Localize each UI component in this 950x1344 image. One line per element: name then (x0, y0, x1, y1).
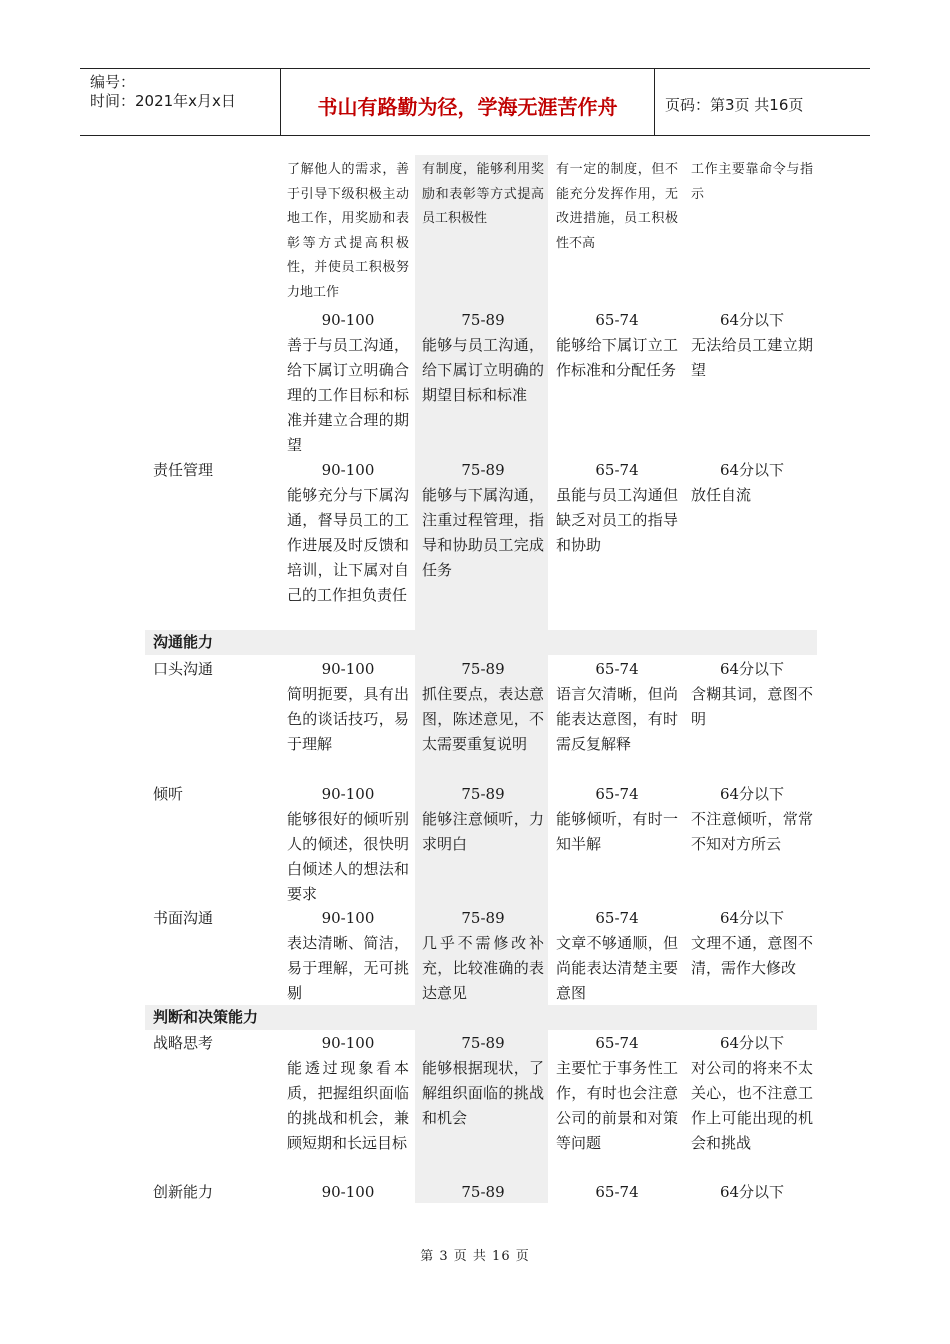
header-meta (80, 69, 281, 135)
score-4: 64分以下 (719, 461, 785, 479)
score-4: 64分以下 (719, 1183, 785, 1201)
score-4: 64分以下 (719, 311, 785, 329)
desc-4: 文理不通，意图不清，需作大修改 (691, 934, 813, 977)
code-label: 编号： (90, 73, 136, 91)
top-desc-4: 工作主要靠命令与指示 (691, 162, 813, 202)
score-2: 75-89 (461, 1034, 505, 1052)
top-desc-2: 有制度，能够利用奖励和表彰等方式提高员工积极性 (422, 162, 544, 226)
desc-4: 不注意倾听，常常不知对方所云 (691, 810, 813, 853)
score-3: 65-74 (595, 1034, 639, 1052)
score-2: 75-89 (461, 660, 505, 678)
desc-2: 能够与员工沟通，给下属订立明确的期望目标和标准 (422, 336, 544, 404)
score-3: 65-74 (595, 660, 639, 678)
row-label-innovation: 创新能力 (153, 1183, 214, 1201)
score-1: 90-100 (321, 660, 375, 678)
score-3: 65-74 (595, 311, 639, 329)
desc-3: 能够给下属订立工作标准和分配任务 (556, 336, 678, 379)
score-3: 65-74 (595, 1183, 639, 1201)
desc-3: 虽能与员工沟通但缺乏对员工的指导和协助 (556, 486, 678, 554)
score-2: 75-89 (461, 461, 505, 479)
score-4: 64分以下 (719, 1034, 785, 1052)
desc-1: 善于与员工沟通，给下属订立明确合理的工作目标和标准并建立合理的期望 (287, 336, 409, 454)
desc-2: 能够注意倾听，力求明白 (422, 810, 544, 853)
desc-3: 语言欠清晰，但尚能表达意图，有时需反复解释 (556, 685, 678, 753)
score-4: 64分以下 (719, 909, 785, 927)
top-desc-1: 了解他人的需求，善于引导下级积极主动地工作，用奖励和表彰等方式提高积极性，并使员工积极努力地工作 (287, 162, 409, 300)
desc-4: 无法给员工建立期望 (691, 336, 813, 379)
score-2: 75-89 (461, 785, 505, 803)
row-label-written: 书面沟通 (153, 909, 214, 927)
row-label-listening: 倾听 (153, 785, 184, 803)
page-header (80, 68, 870, 136)
row-label-strategy: 战略思考 (153, 1034, 214, 1052)
desc-2: 能够根据现状，了解组织面临的挑战和机会 (422, 1059, 544, 1127)
page-footer: 第 3 页 共 16 页 (420, 1249, 530, 1264)
score-2: 75-89 (461, 1183, 505, 1201)
header-motto: 书山有路勤为径，学海无涯苦作舟 (281, 69, 655, 135)
score-3: 65-74 (595, 461, 639, 479)
row-label-responsibility: 责任管理 (153, 461, 214, 479)
score-1: 90-100 (321, 311, 375, 329)
section-heading-communication: 沟通能力 (145, 630, 817, 655)
desc-1: 能透过现象看本质，把握组织面临的挑战和机会，兼顾短期和长远目标 (287, 1059, 409, 1152)
desc-3: 主要忙于事务性工作，有时也会注意公司的前景和对策等问题 (556, 1059, 678, 1152)
top-desc-3: 有一定的制度，但不能充分发挥作用，无改进措施，员工积极性不高 (556, 162, 678, 251)
desc-1: 能够充分与下属沟通，督导员工的工作进展及时反馈和培训，让下属对自己的工作担负责任 (287, 486, 409, 604)
desc-3: 能够倾听，有时一知半解 (556, 810, 678, 853)
score-3: 65-74 (595, 909, 639, 927)
score-1: 90-100 (321, 1034, 375, 1052)
header-page-number: 页码：第3页 共16页 (665, 95, 804, 114)
score-2: 75-89 (461, 909, 505, 927)
desc-4: 对公司的将来不太关心，也不注意工作上可能出现的机会和挑战 (691, 1059, 813, 1152)
score-4: 64分以下 (719, 660, 785, 678)
section-heading-judgement: 判断和决策能力 (145, 1005, 817, 1030)
score-3: 65-74 (595, 785, 639, 803)
desc-1: 能够很好的倾听别人的倾述，很快明白倾述人的想法和要求 (287, 810, 409, 903)
desc-2: 能够与下属沟通，注重过程管理，指导和协助员工完成任务 (422, 486, 544, 579)
desc-2: 抓住要点，表达意图，陈述意见，不太需要重复说明 (422, 685, 544, 753)
desc-3: 文章不够通顺，但尚能表达清楚主要意图 (556, 934, 678, 1002)
desc-1: 简明扼要，具有出色的谈话技巧，易于理解 (287, 685, 409, 753)
desc-1: 表达清晰、简洁，易于理解，无可挑剔 (287, 934, 409, 1002)
score-1: 90-100 (321, 1183, 375, 1201)
score-1: 90-100 (321, 785, 375, 803)
desc-4: 放任自流 (691, 486, 752, 504)
score-1: 90-100 (321, 909, 375, 927)
score-1: 90-100 (321, 461, 375, 479)
row-label-oral: 口头沟通 (153, 660, 214, 678)
desc-4: 含糊其词，意图不明 (691, 685, 813, 728)
score-2: 75-89 (461, 311, 505, 329)
score-4: 64分以下 (719, 785, 785, 803)
desc-2: 几乎不需修改补充，比较准确的表达意见 (422, 934, 544, 1002)
time-label: 时间：2021年x月x日 (90, 92, 236, 110)
